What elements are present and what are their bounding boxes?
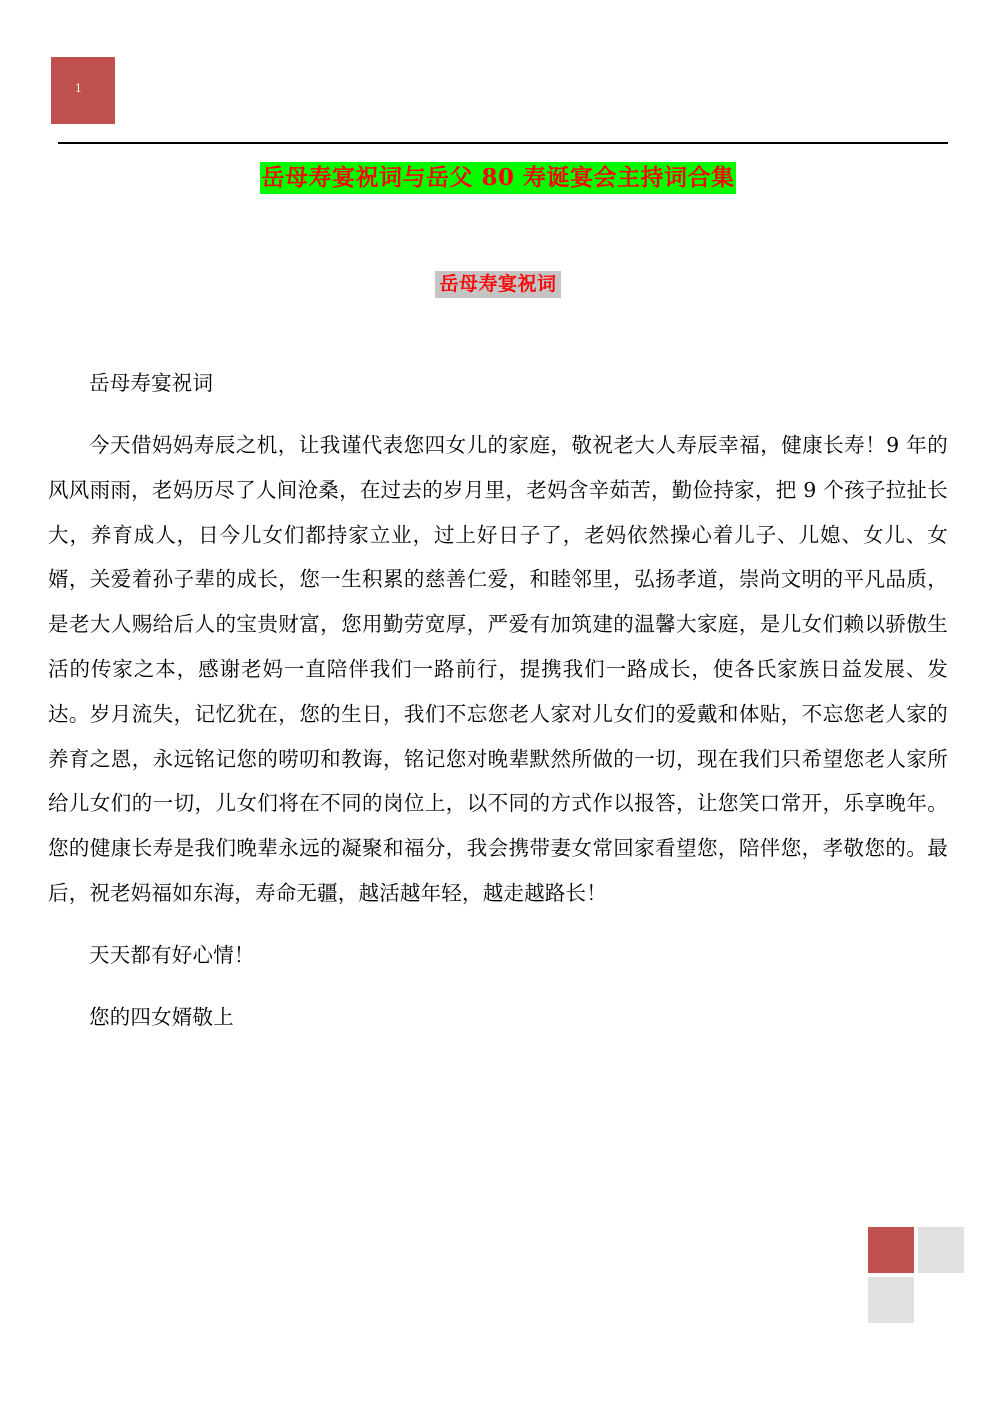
document-subtitle: [48, 197, 948, 299]
header-divider: [58, 142, 948, 144]
document-body: [48, 299, 948, 1039]
document-subtitle-text: 岳母寿宴祝词: [435, 271, 560, 298]
document-title: [48, 160, 948, 197]
decoration-square-neutral-bottom: [868, 1277, 914, 1323]
page-number-badge: [51, 57, 115, 124]
decoration-square-neutral-right: [918, 1227, 964, 1273]
decoration-square-accent: [868, 1227, 914, 1273]
paragraph-signature: 您的四女婿敬上: [89, 1004, 234, 1029]
corner-decoration: [868, 1227, 966, 1325]
document-content: [48, 160, 948, 1039]
paragraph-heading: 岳母寿宴祝词: [89, 371, 214, 396]
page-number-label: 1: [75, 80, 82, 95]
paragraph-wish: 天天都有好心情！: [89, 942, 255, 967]
paragraph-main: 今天借妈妈寿辰之机，让我谨代表您四女儿的家庭，敬祝老大人寿辰幸福，健康长寿！9 年的风风雨雨，老妈历尽了人间沧桑，在过去的岁月里，老妈含辛茹苦，勤俭持家，把 9 个孩子拉扯长大，养育成人，日今儿女们都持家立业，过上好日子了，老妈依然操心着儿子、儿媳、女儿、女婿，关爱着孙子辈的成长，您一生积累的慈善仁爱，和睦邻里，弘扬孝道，崇尚文明的平凡品质，是老大人赐给后人的宝贵财富，您用勤劳宽厚，严爱有加筑建的温馨大家庭，是儿女们赖以骄傲生活的传家之本，感谢老妈一直陪伴我们一路前行，提携我们一路成长，使各氏家族日益发展、发达。岁月流失，记忆犹在，您的生日，我们不忘您老人家对儿女们的爱戴和体贴，不忘您老人家的养育之恩，永远铭记您的唠叨和教诲，铭记您对晚辈默然所做的一切，现在我们只希望您老人家所给儿女们的一切，儿女们将在不同的岗位上，以不同的方式作以报答，让您笑口常开，乐享晚年。您的健康长寿是我们晚辈永远的凝聚和福分，我会携带妻女常回家看望您，陪伴您，孝敬您的。最后，祝老妈福如东海，寿命无疆，越活越年轻，越走越路长！: [48, 432, 948, 905]
document-title-text: 岳母寿宴祝词与岳父 80 寿诞宴会主持词合集: [260, 162, 735, 194]
